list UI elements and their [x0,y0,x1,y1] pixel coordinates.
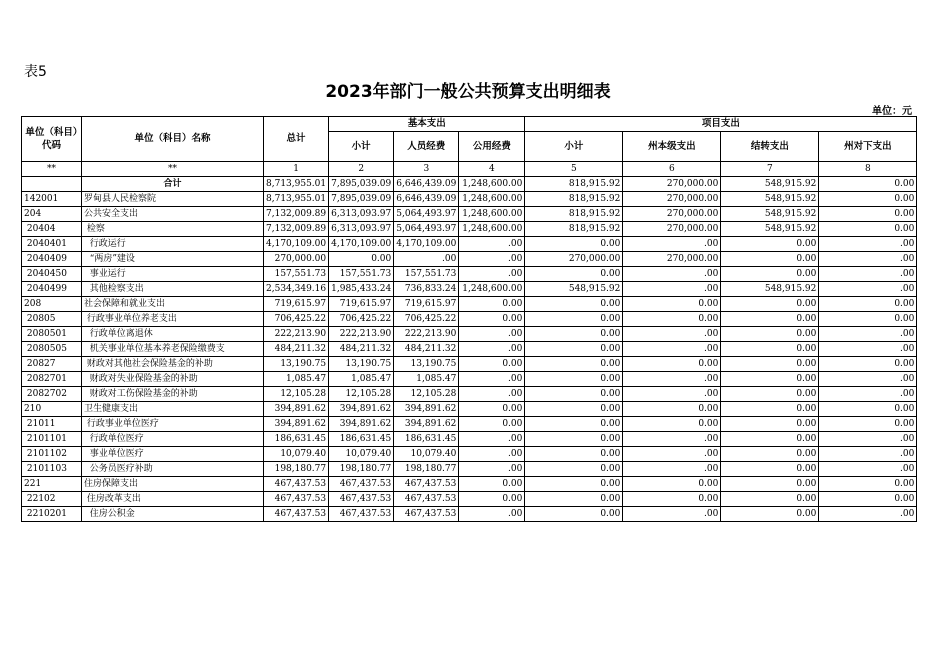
amount-cell: 0.00 [525,417,623,432]
amount-cell: 706,425.22 [394,312,459,327]
amount-cell: .00 [819,372,917,387]
header-code: 单位（科目）代码 [22,117,82,162]
amount-cell: .00 [819,252,917,267]
code-cell: 20827 [22,357,82,372]
code-cell: 221 [22,477,82,492]
amount-cell: 6,313,093.97 [329,207,394,222]
header-total: 总计 [264,117,329,162]
amount-cell: 484,211.32 [264,342,329,357]
amount-cell: .00 [394,252,459,267]
amount-cell: 12,105.28 [394,387,459,402]
index-cell: 3 [394,162,459,177]
index-cell: ** [22,162,82,177]
amount-cell: 0.00 [525,327,623,342]
name-cell: 检察 [82,222,264,237]
amount-cell: 548,915.92 [721,282,819,297]
name-cell: 行政运行 [82,237,264,252]
amount-cell: 4,170,109.00 [329,237,394,252]
amount-cell: 5,064,493.97 [394,207,459,222]
name-cell: 事业单位医疗 [82,447,264,462]
amount-cell: 706,425.22 [329,312,394,327]
amount-cell: 0.00 [721,462,819,477]
name-cell: 财政对失业保险基金的补助 [82,372,264,387]
amount-cell: 0.00 [721,447,819,462]
amount-cell: 12,105.28 [264,387,329,402]
amount-cell: 0.00 [525,387,623,402]
amount-cell: 0.00 [721,372,819,387]
amount-cell: 0.00 [459,357,525,372]
amount-cell: 0.00 [525,507,623,522]
amount-cell: 0.00 [525,462,623,477]
amount-cell: 0.00 [525,477,623,492]
header-carryover: 结转支出 [721,132,819,162]
amount-cell: .00 [459,252,525,267]
header-to-lower: 州对下支出 [819,132,917,162]
table-row [22,432,917,447]
amount-cell: 394,891.62 [329,417,394,432]
amount-cell: 818,915.92 [525,222,623,237]
amount-cell: 186,631.45 [264,432,329,447]
amount-cell: .00 [459,507,525,522]
amount-cell: 394,891.62 [329,402,394,417]
name-cell: 卫生健康支出 [82,402,264,417]
amount-cell: 8,713,955.01 [264,192,329,207]
code-cell: 2082702 [22,387,82,402]
table-row [22,267,917,282]
amount-cell: 0.00 [525,267,623,282]
amount-cell: 1,085.47 [264,372,329,387]
amount-cell: 0.00 [819,402,917,417]
index-cell: 4 [459,162,525,177]
amount-cell: 0.00 [525,402,623,417]
code-cell: 2080505 [22,342,82,357]
amount-cell: 0.00 [459,492,525,507]
page-title: 2023年部门一般公共预算支出明细表 [325,82,611,102]
amount-cell: 736,833.24 [394,282,459,297]
amount-cell: 0.00 [525,492,623,507]
amount-cell: 270,000.00 [623,252,721,267]
unit-label: 单位：元 [872,106,912,117]
amount-cell: 7,895,039.09 [329,177,394,192]
amount-cell: 157,551.73 [329,267,394,282]
amount-cell: 0.00 [721,402,819,417]
code-cell: 20404 [22,222,82,237]
code-cell: 204 [22,207,82,222]
amount-cell: 6,646,439.09 [394,177,459,192]
header-project: 项目支出 [525,117,917,132]
code-cell: 2040401 [22,237,82,252]
amount-cell: .00 [459,267,525,282]
amount-cell: 270,000.00 [623,207,721,222]
table-row [22,222,917,237]
amount-cell: 0.00 [623,357,721,372]
amount-cell: 467,437.53 [394,492,459,507]
amount-cell: 0.00 [459,297,525,312]
amount-cell: 8,713,955.01 [264,177,329,192]
code-cell: 2101102 [22,447,82,462]
table-row [22,237,917,252]
amount-cell: 186,631.45 [394,432,459,447]
amount-cell: 1,085.47 [394,372,459,387]
index-cell: 6 [623,162,721,177]
amount-cell: .00 [819,327,917,342]
amount-cell: 394,891.62 [264,417,329,432]
amount-cell: 0.00 [525,372,623,387]
amount-cell: .00 [623,327,721,342]
amount-cell: .00 [819,432,917,447]
code-cell [22,177,82,192]
amount-cell: .00 [623,372,721,387]
header-public: 公用经费 [459,132,525,162]
table-row [22,507,917,522]
name-cell: 公务员医疗补助 [82,462,264,477]
amount-cell: 0.00 [525,237,623,252]
amount-cell: 0.00 [819,357,917,372]
amount-cell: 0.00 [819,312,917,327]
amount-cell: .00 [819,282,917,297]
amount-cell: 1,248,600.00 [459,282,525,297]
table-row [22,492,917,507]
amount-cell: 4,170,109.00 [264,237,329,252]
code-cell: 208 [22,297,82,312]
amount-cell: 548,915.92 [721,207,819,222]
amount-cell: 0.00 [623,477,721,492]
amount-cell: 467,437.53 [329,507,394,522]
code-cell: 21011 [22,417,82,432]
code-cell: 22102 [22,492,82,507]
name-cell: 行政单位医疗 [82,432,264,447]
table-row [22,297,917,312]
name-cell: 财政对工伤保险基金的补助 [82,387,264,402]
amount-cell: 222,213.90 [394,327,459,342]
amount-cell: .00 [819,342,917,357]
amount-cell: 0.00 [459,477,525,492]
amount-cell: 6,646,439.09 [394,192,459,207]
total-row [22,177,917,192]
amount-cell: .00 [459,462,525,477]
amount-cell: 10,079.40 [329,447,394,462]
amount-cell: 0.00 [329,252,394,267]
table-label: 表5 [24,64,47,80]
amount-cell: 198,180.77 [264,462,329,477]
amount-cell: 7,895,039.09 [329,192,394,207]
amount-cell: 0.00 [819,177,917,192]
name-cell: 公共安全支出 [82,207,264,222]
amount-cell: 0.00 [721,252,819,267]
table-row [22,372,917,387]
amount-cell: 548,915.92 [721,192,819,207]
amount-cell: 0.00 [525,342,623,357]
amount-cell: 10,079.40 [264,447,329,462]
amount-cell: 2,534,349.16 [264,282,329,297]
name-cell: 罗甸县人民检察院 [82,192,264,207]
amount-cell: 198,180.77 [329,462,394,477]
amount-cell: 13,190.75 [329,357,394,372]
code-cell: 210 [22,402,82,417]
amount-cell: 0.00 [459,402,525,417]
amount-cell: 0.00 [819,192,917,207]
amount-cell: 0.00 [721,267,819,282]
amount-cell: 0.00 [721,387,819,402]
index-cell: 8 [819,162,917,177]
amount-cell: 157,551.73 [394,267,459,282]
code-cell: 2040450 [22,267,82,282]
code-cell: 20805 [22,312,82,327]
amount-cell: .00 [819,237,917,252]
amount-cell: 0.00 [721,342,819,357]
amount-cell: 0.00 [819,222,917,237]
table-row [22,462,917,477]
amount-cell: 198,180.77 [394,462,459,477]
amount-cell: 0.00 [819,492,917,507]
amount-cell: .00 [459,327,525,342]
amount-cell: .00 [819,267,917,282]
amount-cell: 1,248,600.00 [459,192,525,207]
name-cell: 其他检察支出 [82,282,264,297]
amount-cell: 270,000.00 [623,222,721,237]
amount-cell: .00 [623,237,721,252]
name-cell: 住房保障支出 [82,477,264,492]
amount-cell: 394,891.62 [394,417,459,432]
amount-cell: 484,211.32 [394,342,459,357]
amount-cell: 0.00 [721,417,819,432]
amount-cell: .00 [819,507,917,522]
amount-cell: 548,915.92 [721,177,819,192]
amount-cell: 706,425.22 [264,312,329,327]
header-state-level: 州本级支出 [623,132,721,162]
amount-cell: 719,615.97 [394,297,459,312]
budget-table [21,116,917,522]
amount-cell: 394,891.62 [394,402,459,417]
code-cell: 2210201 [22,507,82,522]
name-cell: 财政对其他社会保险基金的补助 [82,357,264,372]
amount-cell: 0.00 [819,477,917,492]
code-cell: 2040409 [22,252,82,267]
amount-cell: 0.00 [819,417,917,432]
table-row [22,357,917,372]
name-cell: 行政事业单位医疗 [82,417,264,432]
amount-cell: 270,000.00 [623,177,721,192]
table-row [22,477,917,492]
name-cell: “两房”建设 [82,252,264,267]
header-project-subtotal: 小计 [525,132,623,162]
amount-cell: 467,437.53 [264,507,329,522]
amount-cell: 0.00 [721,327,819,342]
amount-cell: 0.00 [525,357,623,372]
table-row [22,342,917,357]
amount-cell: 270,000.00 [525,252,623,267]
amount-cell: 548,915.92 [525,282,623,297]
amount-cell: 467,437.53 [329,477,394,492]
code-cell: 2101103 [22,462,82,477]
table-row [22,252,917,267]
amount-cell: 12,105.28 [329,387,394,402]
amount-cell: 1,248,600.00 [459,207,525,222]
header-personnel: 人员经费 [394,132,459,162]
index-cell: 7 [721,162,819,177]
amount-cell: 0.00 [459,312,525,327]
amount-cell: .00 [623,267,721,282]
amount-cell: .00 [819,447,917,462]
amount-cell: 818,915.92 [525,177,623,192]
table-row [22,402,917,417]
code-cell: 2080501 [22,327,82,342]
amount-cell: 0.00 [623,417,721,432]
amount-cell: 222,213.90 [329,327,394,342]
table-row [22,192,917,207]
amount-cell: 0.00 [623,297,721,312]
amount-cell: 13,190.75 [264,357,329,372]
table-row [22,282,917,297]
index-cell: 2 [329,162,394,177]
amount-cell: .00 [623,432,721,447]
amount-cell: 0.00 [721,237,819,252]
amount-cell: 0.00 [721,507,819,522]
header-basic: 基本支出 [329,117,525,132]
amount-cell: 10,079.40 [394,447,459,462]
amount-cell: .00 [623,282,721,297]
amount-cell: 467,437.53 [329,492,394,507]
amount-cell: 0.00 [721,477,819,492]
amount-cell: 484,211.32 [329,342,394,357]
index-row [22,162,917,177]
amount-cell: 0.00 [525,297,623,312]
amount-cell: .00 [459,237,525,252]
amount-cell: 719,615.97 [264,297,329,312]
index-cell: ** [82,162,264,177]
amount-cell: .00 [459,372,525,387]
header-name: 单位（科目）名称 [82,117,264,162]
amount-cell: 467,437.53 [264,477,329,492]
amount-cell: 6,313,093.97 [329,222,394,237]
amount-cell: 0.00 [525,447,623,462]
index-cell: 1 [264,162,329,177]
amount-cell: 186,631.45 [329,432,394,447]
amount-cell: 719,615.97 [329,297,394,312]
amount-cell: 7,132,009.89 [264,207,329,222]
amount-cell: 13,190.75 [394,357,459,372]
table-row [22,207,917,222]
amount-cell: .00 [459,387,525,402]
amount-cell: 270,000.00 [623,192,721,207]
amount-cell: 222,213.90 [264,327,329,342]
amount-cell: 0.00 [623,312,721,327]
amount-cell: .00 [819,462,917,477]
amount-cell: .00 [623,507,721,522]
amount-cell: 394,891.62 [264,402,329,417]
amount-cell: 0.00 [721,357,819,372]
amount-cell: 0.00 [819,297,917,312]
amount-cell: 1,248,600.00 [459,177,525,192]
header-basic-subtotal: 小计 [329,132,394,162]
amount-cell: 0.00 [525,312,623,327]
amount-cell: 818,915.92 [525,192,623,207]
amount-cell: 818,915.92 [525,207,623,222]
amount-cell: .00 [623,342,721,357]
amount-cell: 0.00 [721,297,819,312]
name-cell: 事业运行 [82,267,264,282]
amount-cell: 0.00 [819,207,917,222]
amount-cell: 4,170,109.00 [394,237,459,252]
table-row [22,327,917,342]
amount-cell: .00 [623,447,721,462]
amount-cell: 467,437.53 [264,492,329,507]
table-row [22,417,917,432]
amount-cell: .00 [459,342,525,357]
name-cell: 行政事业单位养老支出 [82,312,264,327]
amount-cell: 270,000.00 [264,252,329,267]
amount-cell: .00 [623,387,721,402]
amount-cell: .00 [819,387,917,402]
amount-cell: 0.00 [721,312,819,327]
amount-cell: 0.00 [721,432,819,447]
amount-cell: 7,132,009.89 [264,222,329,237]
amount-cell: 1,085.47 [329,372,394,387]
amount-cell: 0.00 [623,492,721,507]
amount-cell: 467,437.53 [394,507,459,522]
amount-cell: 1,248,600.00 [459,222,525,237]
name-cell: 行政单位离退休 [82,327,264,342]
amount-cell: .00 [459,432,525,447]
amount-cell: 548,915.92 [721,222,819,237]
amount-cell: 0.00 [721,492,819,507]
amount-cell: 157,551.73 [264,267,329,282]
amount-cell: 5,064,493.97 [394,222,459,237]
name-cell: 合计 [82,177,264,192]
code-cell: 2082701 [22,372,82,387]
code-cell: 2040499 [22,282,82,297]
name-cell: 社会保障和就业支出 [82,297,264,312]
code-cell: 142001 [22,192,82,207]
name-cell: 住房改革支出 [82,492,264,507]
name-cell: 住房公积金 [82,507,264,522]
table-row [22,447,917,462]
table-row [22,312,917,327]
amount-cell: 0.00 [525,432,623,447]
amount-cell: 467,437.53 [394,477,459,492]
amount-cell: 1,985,433.24 [329,282,394,297]
table-row [22,387,917,402]
name-cell: 机关事业单位基本养老保险缴费支 [82,342,264,357]
amount-cell: 0.00 [623,402,721,417]
amount-cell: .00 [623,462,721,477]
amount-cell: 0.00 [459,417,525,432]
index-cell: 5 [525,162,623,177]
code-cell: 2101101 [22,432,82,447]
amount-cell: .00 [459,447,525,462]
